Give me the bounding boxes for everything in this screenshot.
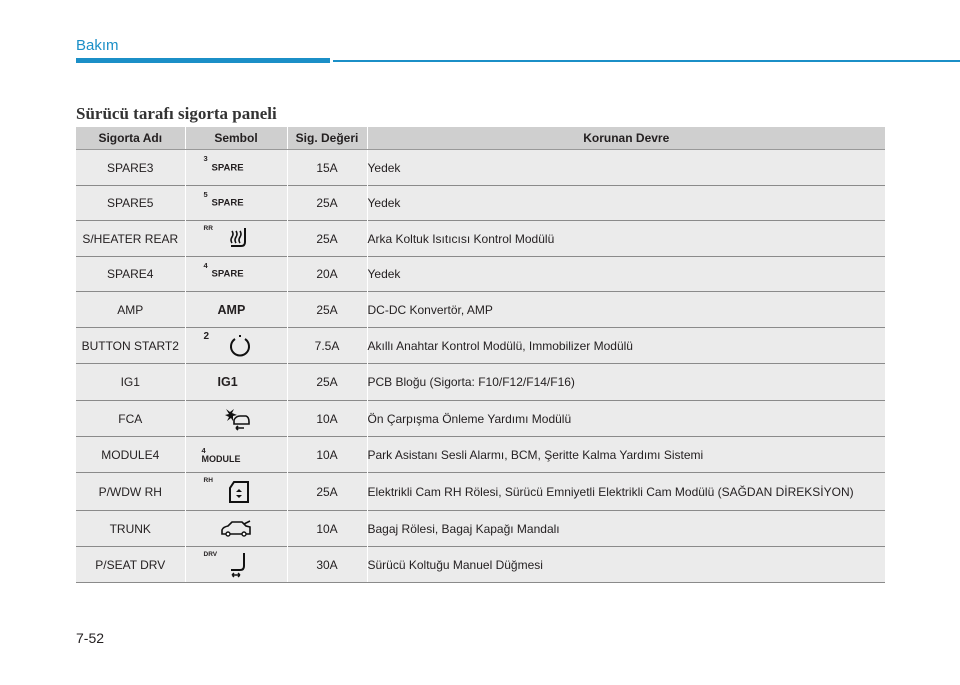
fuse-symbol xyxy=(185,547,287,583)
trunk-icon xyxy=(220,520,252,538)
fuse-name: IG1 xyxy=(76,364,185,401)
fuse-rating: 25A xyxy=(287,292,367,328)
protected-circuit: Yedek xyxy=(367,150,885,186)
fuse-name: P/WDW RH xyxy=(76,473,185,511)
power-window-icon xyxy=(228,480,250,504)
fuse-symbol xyxy=(185,437,287,473)
table-row xyxy=(76,473,885,511)
symbol-label: IG1 xyxy=(217,375,238,389)
fuse-rating: 25A xyxy=(287,364,367,401)
seat-heater-icon xyxy=(228,227,250,251)
symbol-label: MODULE xyxy=(201,453,241,464)
fuse-symbol xyxy=(185,511,287,547)
fuse-rating: 25A xyxy=(287,473,367,511)
fuse-symbol xyxy=(185,292,287,328)
protected-circuit: Yedek xyxy=(367,186,885,221)
col-header-rating: Sig. Değeri xyxy=(287,127,367,150)
col-header-circuit: Korunan Devre xyxy=(367,127,885,150)
table-row xyxy=(76,401,885,437)
module-symbol xyxy=(202,446,241,464)
page-title: Sürücü tarafı sigorta paneli xyxy=(76,104,277,123)
power-seat-icon xyxy=(228,552,252,578)
protected-circuit: Park Asistanı Sesli Alarmı, BCM, Şeritte Kalma Yardımı Sistemi xyxy=(367,437,885,473)
col-header-name: Sigorta Adı xyxy=(76,127,185,150)
fuse-rating: 25A xyxy=(287,186,367,221)
protected-circuit: Ön Çarpışma Önleme Yardımı Modülü xyxy=(367,401,885,437)
fuse-rating: 7.5A xyxy=(287,328,367,364)
protected-circuit: PCB Bloğu (Sigorta: F10/F12/F14/F16) xyxy=(367,364,885,401)
symbol-number: 2 xyxy=(203,331,210,342)
table-row xyxy=(76,221,885,257)
table-row xyxy=(76,511,885,547)
fuse-symbol xyxy=(185,364,287,401)
fuse-name: P/SEAT DRV xyxy=(76,547,185,583)
fuse-rating: 10A xyxy=(287,437,367,473)
fuse-name: TRUNK xyxy=(76,511,185,547)
fuse-name: FCA xyxy=(76,401,185,437)
table-row xyxy=(76,547,885,583)
forward-collision-icon xyxy=(222,406,252,432)
fuse-rating: 25A xyxy=(287,221,367,257)
table-row xyxy=(76,364,885,401)
symbol-number: 5 xyxy=(203,190,208,199)
fuse-name: SPARE4 xyxy=(76,257,185,292)
table-row xyxy=(76,150,885,186)
fuse-table xyxy=(76,127,885,583)
symbol-number: DRV xyxy=(203,551,218,558)
fuse-symbol xyxy=(185,473,287,511)
symbol-number: RH xyxy=(203,477,213,484)
protected-circuit: Elektrikli Cam RH Rölesi, Sürücü Emniyetli Elektrikli Cam Modülü (SAĞDAN DİREKSİYON) xyxy=(367,473,885,511)
symbol-label: SPARE xyxy=(211,162,244,173)
header-bar-accent xyxy=(76,58,330,63)
fuse-name: BUTTON START2 xyxy=(76,328,185,364)
fuse-name: SPARE3 xyxy=(76,150,185,186)
protected-circuit: Akıllı Anahtar Kontrol Modülü, Immobilizer Modülü xyxy=(367,328,885,364)
fuse-name: S/HEATER REAR xyxy=(76,221,185,257)
protected-circuit: Yedek xyxy=(367,257,885,292)
table-row xyxy=(76,328,885,364)
fuse-symbol xyxy=(185,257,287,292)
fuse-name: AMP xyxy=(76,292,185,328)
fuse-rating: 30A xyxy=(287,547,367,583)
protected-circuit: DC-DC Konvertör, AMP xyxy=(367,292,885,328)
fuse-name: MODULE4 xyxy=(76,437,185,473)
fuse-symbol xyxy=(185,401,287,437)
protected-circuit: Bagaj Rölesi, Bagaj Kapağı Mandalı xyxy=(367,511,885,547)
symbol-label: AMP xyxy=(217,302,246,317)
fuse-symbol xyxy=(185,186,287,221)
symbol-number: 3 xyxy=(203,154,208,163)
symbol-label: SPARE xyxy=(211,268,244,280)
fuse-rating: 10A xyxy=(287,401,367,437)
symbol-number: RR xyxy=(203,225,213,232)
symbol-label: SPARE xyxy=(211,197,244,209)
protected-circuit: Arka Koltuk Isıtıcısı Kontrol Modülü xyxy=(367,221,885,257)
header-bar-line xyxy=(333,60,960,62)
table-row xyxy=(76,437,885,473)
symbol-number: 4 xyxy=(201,445,206,455)
section-title: Bakım xyxy=(76,37,119,54)
power-button-icon xyxy=(228,334,252,358)
fuse-symbol xyxy=(185,150,287,186)
fuse-symbol xyxy=(185,221,287,257)
symbol-number: 4 xyxy=(203,261,208,270)
table-row xyxy=(76,292,885,328)
table-row xyxy=(76,257,885,292)
fuse-rating: 15A xyxy=(287,150,367,186)
fuse-rating: 10A xyxy=(287,511,367,547)
page-number: 7-52 xyxy=(76,630,105,646)
col-header-symbol: Sembol xyxy=(185,127,287,150)
protected-circuit: Sürücü Koltuğu Manuel Düğmesi xyxy=(367,547,885,583)
fuse-rating: 20A xyxy=(287,257,367,292)
table-header-row xyxy=(76,127,885,150)
fuse-symbol xyxy=(185,328,287,364)
fuse-name: SPARE5 xyxy=(76,186,185,221)
table-row xyxy=(76,186,885,221)
